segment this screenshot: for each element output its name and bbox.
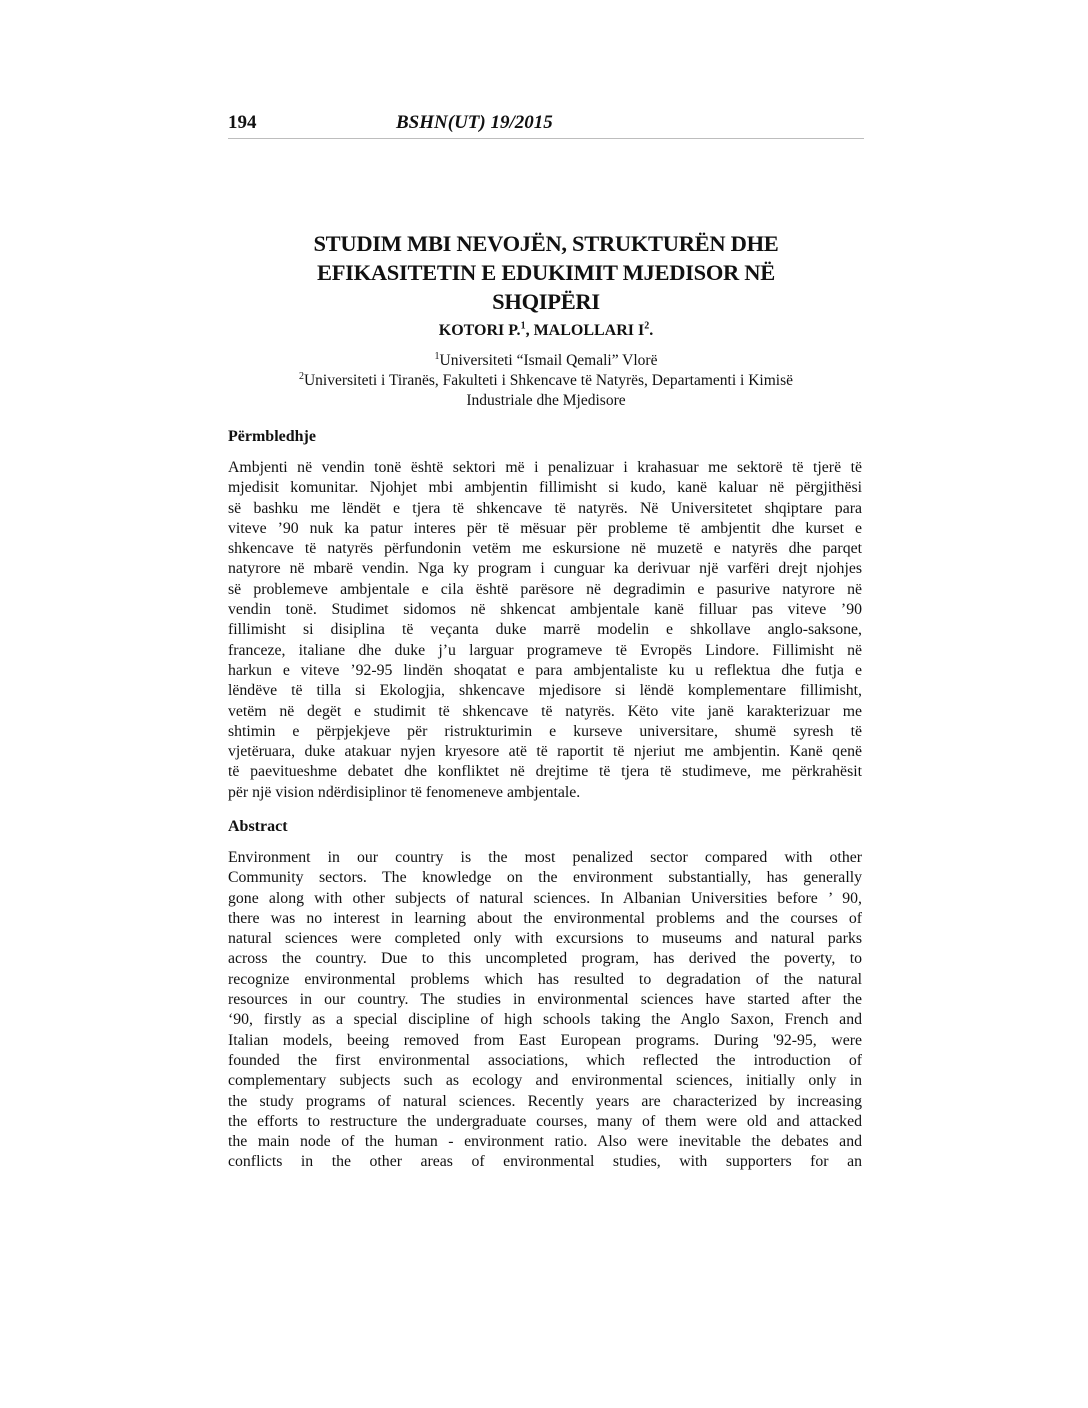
text-line: complementary subjects such as ecology and environmental sciences, initially only in	[228, 1072, 862, 1090]
author-end: .	[649, 322, 654, 339]
text-line: të paevitueshme debatet dhe konfliktet në drejtime të tjera të studimeve, me përkrahësit	[228, 763, 862, 781]
text-line: ‘90, firstly as a special discipline of high schools taking the Anglo Saxon, French and	[228, 1011, 862, 1029]
affiliations	[228, 351, 864, 411]
text-line: Environment in our country is the most penalized sector compared with other	[228, 849, 862, 866]
text-line: Ambjenti në vendin tonë është sektori më i penalizuar i krahasuar me sektorë të tjerë të	[228, 459, 862, 476]
journal-name: BSHN(UT) 19/2015	[396, 112, 553, 133]
affiliation-marker: 1	[434, 350, 440, 362]
text-line: founded the first environmental associations, which reflected the introduction of	[228, 1051, 862, 1069]
permbledhje-heading: Përmbledhje	[228, 428, 316, 445]
text-line: shtimin e përpjekjeve për ristrukturimin e kurseve universitare, shumë syresh të	[228, 722, 862, 740]
text-line: the main node of the human - environment ratio. Also were inevitable the debates and	[228, 1133, 862, 1151]
text-line: vjetëruara, duke atakuar nyjen kryesore atë të raportit të njeriut me ambjentin. Kanë qenë	[228, 743, 862, 761]
text-line: there was no interest in learning about the environmental problems and the courses of	[228, 909, 862, 927]
text-line: natyrore në mbarë vendin. Nga ky program i cunguar ka derivuar një varfëri drejt njohjes	[228, 560, 862, 578]
text-line: vetëm në degët e studimit të shkencave të natyrës. Këto vite janë karakterizuar me	[228, 702, 862, 720]
text-line: the efforts to restructure the undergraduate courses, many of them were old and attacked	[228, 1112, 862, 1130]
paper-title	[228, 229, 864, 316]
text-line: gone along with other subjects of natural sciences. In Albanian Universities before ’ 90,	[228, 889, 862, 907]
text-line: Italian models, beeing removed from East European programs. During '92-95, were	[228, 1031, 862, 1049]
affiliation-text: Industriale dhe Mjedisore	[466, 392, 626, 409]
affiliation-text: Universiteti i Tiranës, Fakulteti i Shkencave të Natyrës, Departamenti i Kimisë	[303, 372, 793, 389]
text-line: viteve ’90 nuk ka patur interes për të mësuar për probleme të ambjentit dhe kurset e	[228, 519, 862, 537]
abstract-body	[228, 848, 862, 1173]
text-line: the study programs of natural sciences. Recently years are characterized by increasing	[228, 1092, 862, 1110]
text-line: Community sectors. The knowledge on the environment substantially, has generally	[228, 869, 862, 887]
text-line: së problemeve ambjentale e cila është parësore në degradimin e pasurive natyrore në	[228, 580, 862, 598]
text-line: across the country. Due to this uncompleted program, has derived the poverty, to	[228, 950, 862, 968]
abstract-heading: Abstract	[228, 818, 288, 835]
text-line: natural sciences were completed only with excursions to museums and natural parks	[228, 930, 862, 948]
author-list	[228, 320, 864, 342]
text-line: për një vision ndërdisiplinor të fenomeneve ambjentale.	[228, 783, 581, 801]
affiliation-line	[228, 351, 864, 371]
affiliation-marker: 1	[520, 320, 526, 332]
text-line: recognize environmental problems which has resulted to degradation of the natural	[228, 970, 862, 988]
affiliation-line	[228, 391, 864, 411]
running-header	[228, 112, 864, 139]
permbledhje-body	[228, 458, 862, 803]
page-number: 194	[228, 112, 257, 133]
text-line: resources in our country. The studies in environmental sciences have started after the	[228, 991, 862, 1009]
text-line: franceze, italiane dhe duke j’u larguar programeve të Evropës Lindore. Fillimisht në	[228, 641, 862, 659]
title-line: SHQIPËRI	[492, 289, 600, 314]
text-line: vendin tonë. Studimet sidomos në shkencat ambjentale kanë filluar pas viteve ’90	[228, 601, 862, 619]
author-separator: ,	[525, 322, 534, 339]
affiliation-marker: 2	[644, 320, 650, 332]
text-line: fillimisht si disiplina të veçanta duke marrë modelin e shkollave anglo-saksone,	[228, 621, 862, 639]
author-name: KOTORI P.	[438, 322, 521, 339]
text-line: conflicts in the other areas of environmental studies, with supporters for an	[228, 1153, 862, 1171]
text-line: lëndëve të tilla si Ekologjia, shkencave mjedisore si lëndë komplementare fillimisht,	[228, 682, 862, 700]
title-line: EFIKASITETIN E EDUKIMIT MJEDISOR NË	[317, 260, 775, 285]
text-line: harkun e viteve ’92-95 lindën shoqatat e para ambjentaliste ku u reflektua dhe futja e	[228, 661, 862, 679]
affiliation-marker: 2	[298, 370, 304, 382]
affiliation-line	[228, 371, 864, 391]
text-line: mjedisit komunitar. Njohjet mbi ambjentin fillimisht si kudo, kanë kaluar në përgjithësi	[228, 479, 862, 497]
author-name: MALOLLARI I	[533, 322, 645, 339]
text-line: së bashku me lëndët e tjera të shkencave të natyrës. Në Universitetet shqiptare para	[228, 499, 862, 517]
title-line: STUDIM MBI NEVOJËN, STRUKTURËN DHE	[313, 231, 779, 256]
affiliation-text: Universiteti “Ismail Qemali” Vlorë	[439, 352, 658, 369]
text-line: shkencave të natyrës përfundonin vetëm me eskursione në muzetë e natyrës dhe parqet	[228, 540, 862, 558]
